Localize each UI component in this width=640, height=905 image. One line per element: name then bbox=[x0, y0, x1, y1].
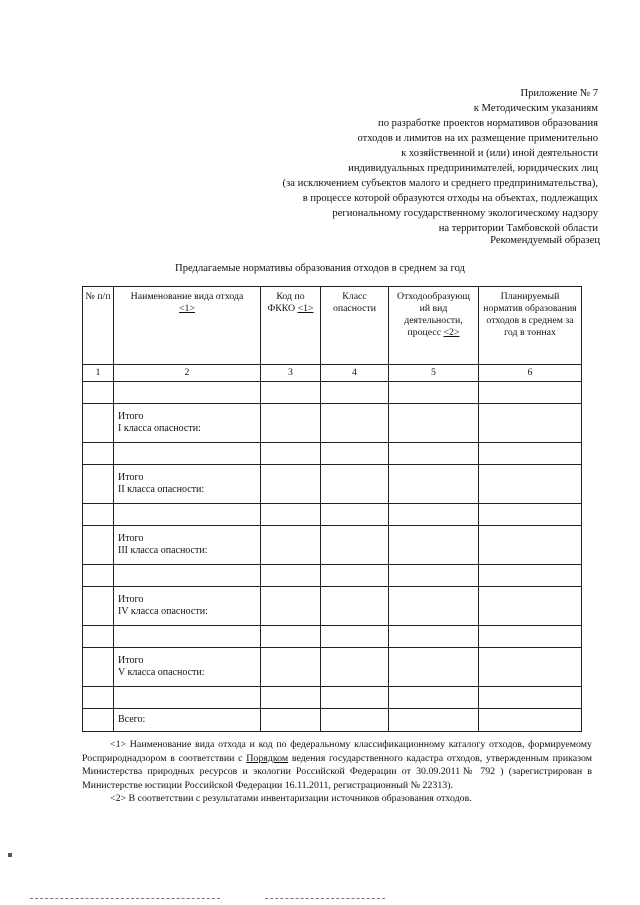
poryadok-link[interactable]: Порядком bbox=[246, 752, 289, 764]
header-line: отходов и лимитов на их размещение применительно bbox=[357, 133, 598, 144]
table-title: Предлагаемые нормативы образования отходов в среднем за год bbox=[175, 263, 465, 274]
header-line: Приложение № 7 bbox=[520, 88, 598, 99]
table-row bbox=[83, 687, 582, 709]
header-line: на территории Тамбовской области bbox=[438, 223, 598, 234]
table-header-row bbox=[83, 287, 582, 365]
scan-edge-artifact bbox=[30, 898, 220, 902]
table-row-grand-total bbox=[83, 709, 582, 732]
grand-total-label: Всего: bbox=[114, 709, 261, 732]
footnote-2: <2> В соответствии с результатами инвентаризации источников образования отходов. bbox=[110, 793, 472, 805]
footnote-ref-1[interactable]: <1> bbox=[297, 303, 314, 314]
scan-edge-artifact bbox=[265, 898, 385, 902]
table-row bbox=[83, 565, 582, 587]
table-row-total bbox=[83, 404, 582, 443]
table-row-total bbox=[83, 648, 582, 687]
footnote-ref-2[interactable]: <2> bbox=[443, 327, 460, 338]
header-line: в процессе которой образуются отходы на объектах, подлежащих bbox=[302, 193, 598, 204]
table-row bbox=[83, 626, 582, 648]
column-number: 1 bbox=[83, 365, 114, 382]
table-row bbox=[83, 382, 582, 404]
appendix-header bbox=[178, 86, 598, 236]
sample-label: Рекомендуемый образец bbox=[490, 235, 600, 246]
header-line: к Методическим указаниям bbox=[473, 103, 598, 114]
header-waste-name-text: Наименование вида отхода bbox=[130, 291, 244, 302]
header-line: региональному государственному экологическому надзору bbox=[332, 208, 598, 219]
header-line: по разработке проектов нормативов образования bbox=[378, 118, 598, 129]
column-number: 6 bbox=[479, 365, 582, 382]
table-row-total bbox=[83, 526, 582, 565]
footnote-1: <1> Наименование вида отхода и код по федеральному классификационному каталогу отходов, формируемому Росприроднадзором в соответствии с Порядком ведения государственного кадастра отходов, утвержденным приказом Министерства природных ресурсов и экологии Российской Федерации от 30.09.2011№ 792 ) (зарегистрирован в Министерстве юстиции Российской Федерации 16.11.2011, регистрационный № 22313). bbox=[82, 739, 592, 791]
table-row-total bbox=[83, 465, 582, 504]
total-label: Итого III класса опасности: bbox=[114, 526, 261, 565]
waste-norms-table bbox=[82, 286, 582, 732]
total-label: Итого I класса опасности: bbox=[114, 404, 261, 443]
total-label: Итого II класса опасности: bbox=[114, 465, 261, 504]
scan-mark bbox=[8, 853, 12, 857]
footnotes bbox=[82, 738, 592, 806]
column-number: 2 bbox=[114, 365, 261, 382]
column-number-row bbox=[83, 365, 582, 382]
table-row bbox=[83, 443, 582, 465]
header-activity-text: Отходообразующ ий вид деятельности, процесс bbox=[397, 291, 470, 338]
header-line: к хозяйственной и (или) иной деятельности bbox=[401, 148, 598, 159]
header-fkko-text: Код по ФККО bbox=[267, 291, 305, 314]
header-activity bbox=[389, 287, 479, 365]
table-row-total bbox=[83, 587, 582, 626]
header-waste-name bbox=[114, 287, 261, 365]
total-label: Итого IV класса опасности: bbox=[114, 587, 261, 626]
column-number: 4 bbox=[321, 365, 389, 382]
footnote-ref-1[interactable]: <1> bbox=[179, 303, 195, 314]
header-number: № п/п bbox=[83, 287, 114, 365]
header-line: (за исключением субъектов малого и среднего предпринимательства), bbox=[282, 178, 598, 189]
header-planned-norm: Планируемый норматив образования отходов в среднем за год в тоннах bbox=[479, 287, 582, 365]
column-number: 3 bbox=[261, 365, 321, 382]
header-fkko-code bbox=[261, 287, 321, 365]
table-row bbox=[83, 504, 582, 526]
column-number: 5 bbox=[389, 365, 479, 382]
header-line: индивидуальных предпринимателей, юридических лиц bbox=[348, 163, 598, 174]
header-hazard-class: Класс опасности bbox=[321, 287, 389, 365]
total-label: Итого V класса опасности: bbox=[114, 648, 261, 687]
